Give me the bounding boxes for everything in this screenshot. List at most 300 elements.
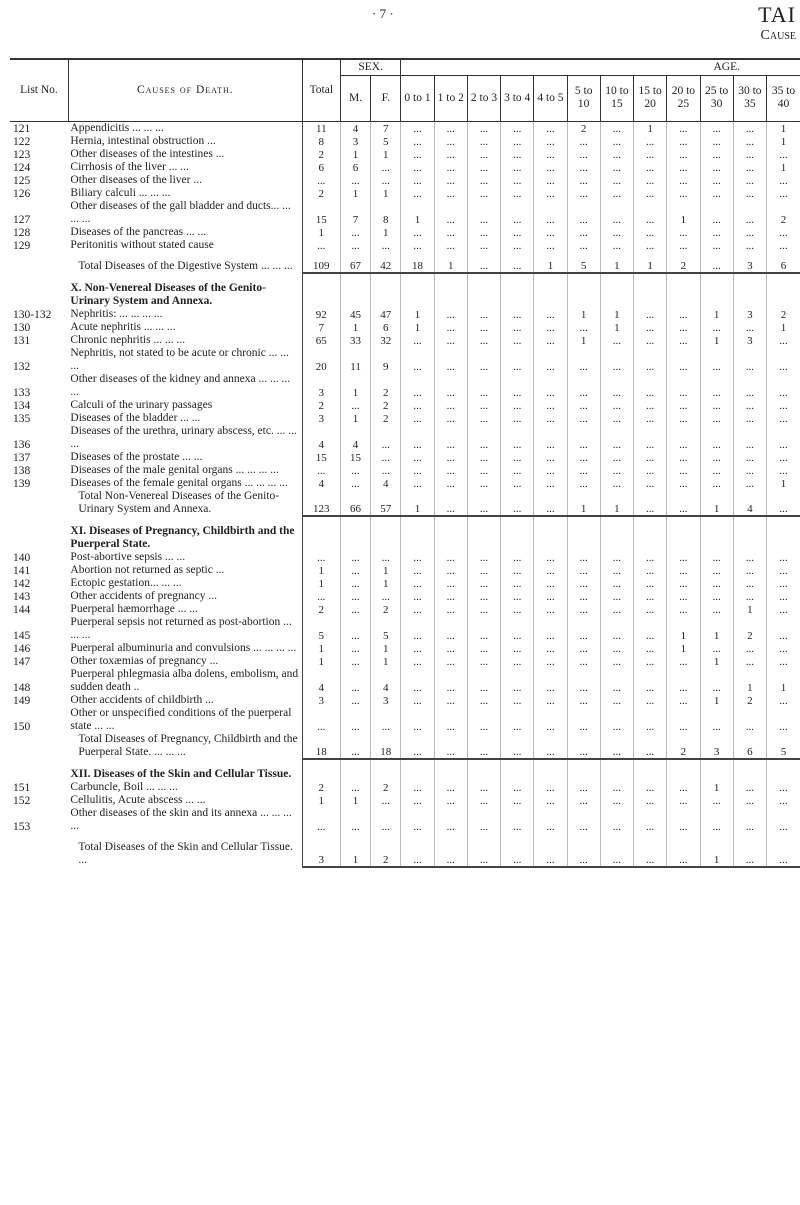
female-count: 7 xyxy=(371,121,401,135)
age-group-count: ... xyxy=(401,121,434,135)
male-count: ... xyxy=(340,603,370,616)
age-group-count: ... xyxy=(634,399,667,412)
age-group-count: ... xyxy=(600,616,633,642)
age-group-count: ... xyxy=(501,308,534,321)
age-group-count: ... xyxy=(534,616,567,642)
female-count: ... xyxy=(371,590,401,603)
list-number: 147 xyxy=(13,655,31,668)
age-group-count: ... xyxy=(434,347,467,373)
age-group-count: ... xyxy=(766,174,800,187)
age-group-count: ... xyxy=(766,707,800,733)
total-count: 1 xyxy=(302,655,340,668)
age-group-count: ... xyxy=(634,135,667,148)
age-group-count: ... xyxy=(401,564,434,577)
age-group-count: ... xyxy=(700,260,733,273)
male-count: ... xyxy=(340,781,370,794)
age-group-count: ... xyxy=(567,174,600,187)
age-group-count: ... xyxy=(467,807,500,833)
table-row xyxy=(10,425,800,451)
age-group-count: ... xyxy=(634,551,667,564)
cause-of-death: Post-abortive sepsis ... ... xyxy=(68,551,302,564)
male-count: ... xyxy=(340,564,370,577)
age-group-count: ... xyxy=(634,451,667,464)
total-count: ... xyxy=(302,551,340,564)
age-group-count: 1 xyxy=(434,260,467,273)
age-group-count: ... xyxy=(667,464,700,477)
age-group-count: ... xyxy=(700,794,733,807)
age-group-count: ... xyxy=(634,781,667,794)
age-group-count: 1 xyxy=(766,135,800,148)
female-count: ... xyxy=(371,464,401,477)
header-age-group: 4 to 5 xyxy=(534,75,567,121)
age-group-count: 1 xyxy=(700,781,733,794)
age-group-count: ... xyxy=(667,707,700,733)
age-group-count: ... xyxy=(766,412,800,425)
list-number: 153 xyxy=(13,820,31,833)
age-group-count: ... xyxy=(501,239,534,252)
table-row xyxy=(10,668,800,694)
age-group-count: ... xyxy=(634,733,667,759)
total-count: 2 xyxy=(302,187,340,200)
age-group-count: ... xyxy=(600,477,633,490)
age-group-count: ... xyxy=(501,121,534,135)
male-count: 1 xyxy=(340,373,370,399)
age-group-count: ... xyxy=(667,321,700,334)
cause-of-death: Diseases of the bladder ... ... xyxy=(68,412,302,425)
age-group-count: ... xyxy=(634,200,667,226)
age-group-count: ... xyxy=(467,121,500,135)
list-number: 135 xyxy=(13,412,31,425)
age-group-count: ... xyxy=(600,590,633,603)
age-group-count: ... xyxy=(700,399,733,412)
age-group-count: ... xyxy=(467,174,500,187)
age-group-count: ... xyxy=(434,655,467,668)
age-group-count: ... xyxy=(600,334,633,347)
total-label: Total Diseases of the Digestive System ... ... ... xyxy=(68,260,302,273)
age-group-count: ... xyxy=(766,425,800,451)
age-group-count: ... xyxy=(600,121,633,135)
cause-of-death: Abortion not returned as septic ... xyxy=(68,564,302,577)
age-group-count: ... xyxy=(567,161,600,174)
age-group-count: ... xyxy=(401,841,434,867)
age-group-count: ... xyxy=(634,161,667,174)
age-group-count: ... xyxy=(700,412,733,425)
age-group-count: ... xyxy=(667,347,700,373)
age-group-count: ... xyxy=(700,161,733,174)
age-group-count: ... xyxy=(733,239,766,252)
total-row xyxy=(10,260,800,273)
age-group-count: ... xyxy=(634,490,667,516)
age-group-count: ... xyxy=(501,603,534,616)
age-group-count: ... xyxy=(467,655,500,668)
total-label: Total Diseases of Pregnancy, Childbirth and the Puerperal State. ... ... ... xyxy=(68,733,302,759)
age-group-count: ... xyxy=(733,321,766,334)
section-heading: XI. Diseases of Pregnancy, Childbirth and the Puerperal State. xyxy=(68,525,302,551)
table-row xyxy=(10,347,800,373)
total-count: 1 xyxy=(302,794,340,807)
male-count: 6 xyxy=(340,161,370,174)
female-count: 2 xyxy=(371,399,401,412)
section-heading-row xyxy=(10,525,800,551)
list-number: 152 xyxy=(13,794,31,807)
age-group-count: ... xyxy=(700,707,733,733)
age-group-count: ... xyxy=(401,603,434,616)
male-count: 1 xyxy=(340,412,370,425)
female-count: 4 xyxy=(371,668,401,694)
table-row xyxy=(10,200,800,226)
header-age: AGE. xyxy=(401,59,800,75)
age-group-count: ... xyxy=(667,551,700,564)
age-group-count: ... xyxy=(434,590,467,603)
age-group-count: 1 xyxy=(700,655,733,668)
age-group-count: ... xyxy=(766,187,800,200)
cause-of-death: Other accidents of pregnancy ... xyxy=(68,590,302,603)
age-group-count: ... xyxy=(467,477,500,490)
age-group-count: ... xyxy=(467,187,500,200)
age-group-count: ... xyxy=(567,551,600,564)
list-number: 131 xyxy=(13,334,31,347)
age-group-count: ... xyxy=(401,226,434,239)
total-count: 3 xyxy=(302,373,340,399)
age-group-count: ... xyxy=(534,490,567,516)
age-group-count: ... xyxy=(467,668,500,694)
age-group-count: ... xyxy=(600,577,633,590)
age-group-count: ... xyxy=(501,794,534,807)
male-count: ... xyxy=(340,668,370,694)
cause-of-death: Other or unspecified conditions of the puerperal state ... ... xyxy=(68,707,302,733)
age-group-count: ... xyxy=(567,668,600,694)
age-group-count: ... xyxy=(534,187,567,200)
male-count: ... xyxy=(340,399,370,412)
age-group-count: ... xyxy=(766,239,800,252)
age-group-count: 1 xyxy=(766,668,800,694)
age-group-count: ... xyxy=(766,551,800,564)
age-group-count: 5 xyxy=(766,733,800,759)
table-row xyxy=(10,321,800,334)
age-group-count: ... xyxy=(667,794,700,807)
total-count: ... xyxy=(302,590,340,603)
age-group-count: ... xyxy=(501,781,534,794)
age-group-count: ... xyxy=(634,616,667,642)
total-count: 4 xyxy=(302,668,340,694)
age-group-count: ... xyxy=(501,148,534,161)
age-group-count: ... xyxy=(401,412,434,425)
age-group-count: ... xyxy=(600,551,633,564)
age-group-count: ... xyxy=(534,642,567,655)
cause-of-death: Diseases of the male genital organs ... ... ... ... xyxy=(68,464,302,477)
total-count: ... xyxy=(302,239,340,252)
age-group-count: ... xyxy=(534,590,567,603)
age-group-count: ... xyxy=(434,564,467,577)
cause-of-death: Puerperal hæmorrhage ... ... xyxy=(68,603,302,616)
table-row xyxy=(10,794,800,807)
age-group-count: ... xyxy=(766,334,800,347)
list-number: 123 xyxy=(13,148,31,161)
age-group-count: ... xyxy=(634,226,667,239)
section-heading-row xyxy=(10,768,800,781)
cause-of-death: Diseases of the pancreas ... ... xyxy=(68,226,302,239)
age-group-count: ... xyxy=(667,841,700,867)
age-group-count: ... xyxy=(401,477,434,490)
age-group-count: ... xyxy=(766,564,800,577)
spacer-row xyxy=(10,759,800,768)
age-group-count: ... xyxy=(567,187,600,200)
male-count: ... xyxy=(340,464,370,477)
age-group-count: ... xyxy=(700,577,733,590)
age-group-count: ... xyxy=(534,334,567,347)
age-group-count: ... xyxy=(467,399,500,412)
age-group-count: ... xyxy=(534,321,567,334)
age-group-count: ... xyxy=(501,733,534,759)
age-group-count: 2 xyxy=(667,260,700,273)
list-number: 149 xyxy=(13,694,31,707)
age-group-count: ... xyxy=(401,425,434,451)
age-group-count: ... xyxy=(766,148,800,161)
male-count: ... xyxy=(340,616,370,642)
header-age-group: 30 to 35 xyxy=(733,75,766,121)
age-group-count: ... xyxy=(467,239,500,252)
female-count: ... xyxy=(371,794,401,807)
total-label: Total Diseases of the Skin and Cellular Tissue. ... xyxy=(68,841,302,867)
age-group-count: ... xyxy=(700,642,733,655)
age-group-count: ... xyxy=(567,412,600,425)
age-group-count: ... xyxy=(634,187,667,200)
age-group-count: ... xyxy=(534,425,567,451)
age-group-count: ... xyxy=(401,590,434,603)
age-group-count: 1 xyxy=(600,490,633,516)
header-age-group: 2 to 3 xyxy=(467,75,500,121)
age-group-count: ... xyxy=(467,226,500,239)
total-row xyxy=(10,733,800,759)
age-group-count: ... xyxy=(467,694,500,707)
age-group-count: ... xyxy=(700,187,733,200)
age-group-count: ... xyxy=(401,148,434,161)
age-group-count: ... xyxy=(634,577,667,590)
age-group-count: ... xyxy=(434,308,467,321)
total-count: 2 xyxy=(302,399,340,412)
age-group-count: ... xyxy=(634,642,667,655)
age-group-count: ... xyxy=(733,161,766,174)
male-count: 11 xyxy=(340,347,370,373)
age-group-count: 1 xyxy=(567,308,600,321)
age-group-count: ... xyxy=(501,694,534,707)
age-group-count: ... xyxy=(501,334,534,347)
age-group-count: ... xyxy=(667,121,700,135)
age-group-count: ... xyxy=(534,655,567,668)
age-group-count: ... xyxy=(534,121,567,135)
age-group-count: ... xyxy=(501,564,534,577)
age-group-count: 6 xyxy=(733,733,766,759)
age-group-count: 1 xyxy=(634,260,667,273)
age-group-count: ... xyxy=(733,148,766,161)
female-count: 42 xyxy=(371,260,401,273)
list-number: 144 xyxy=(13,603,31,616)
age-group-count: ... xyxy=(401,135,434,148)
list-number: 122 xyxy=(13,135,31,148)
age-group-count: ... xyxy=(534,308,567,321)
age-group-count: ... xyxy=(534,668,567,694)
age-group-count: ... xyxy=(434,781,467,794)
female-count: 18 xyxy=(371,733,401,759)
age-group-count: ... xyxy=(501,187,534,200)
age-group-count: ... xyxy=(700,668,733,694)
age-group-count: ... xyxy=(667,161,700,174)
age-group-count: ... xyxy=(667,577,700,590)
total-count: 2 xyxy=(302,603,340,616)
age-group-count: ... xyxy=(733,425,766,451)
age-group-count: ... xyxy=(567,148,600,161)
cause-of-death: Peritonitis without stated cause xyxy=(68,239,302,252)
age-group-count: ... xyxy=(567,226,600,239)
age-group-count: ... xyxy=(766,464,800,477)
age-group-count: ... xyxy=(534,694,567,707)
age-group-count: ... xyxy=(434,451,467,464)
total-count: 123 xyxy=(302,490,340,516)
header-total: Total xyxy=(302,59,340,121)
male-count: 4 xyxy=(340,121,370,135)
section-heading: XII. Diseases of the Skin and Cellular Tissue. xyxy=(68,768,302,781)
table-row xyxy=(10,334,800,347)
age-group-count: ... xyxy=(401,733,434,759)
age-group-count: ... xyxy=(501,373,534,399)
female-count: 2 xyxy=(371,841,401,867)
spacer-row xyxy=(10,833,800,841)
table-row xyxy=(10,308,800,321)
age-group-count: ... xyxy=(600,807,633,833)
total-count: 3 xyxy=(302,694,340,707)
age-group-count: ... xyxy=(600,603,633,616)
total-count: 15 xyxy=(302,451,340,464)
list-number: 151 xyxy=(13,781,31,794)
age-group-count: ... xyxy=(600,347,633,373)
male-count: 3 xyxy=(340,135,370,148)
age-group-count: ... xyxy=(634,425,667,451)
age-group-count: 1 xyxy=(600,321,633,334)
age-group-count: ... xyxy=(667,373,700,399)
age-group-count: ... xyxy=(733,373,766,399)
age-group-count: ... xyxy=(567,603,600,616)
header-age-group: 1 to 2 xyxy=(434,75,467,121)
total-count: 4 xyxy=(302,425,340,451)
age-group-count: ... xyxy=(634,564,667,577)
age-group-count: ... xyxy=(434,174,467,187)
age-group-count: 2 xyxy=(567,121,600,135)
age-group-count: 1 xyxy=(534,260,567,273)
cause-of-death: Puerperal phlegmasia alba dolens, embolism, and sudden death .. xyxy=(68,668,302,694)
age-group-count: ... xyxy=(634,373,667,399)
age-group-count: ... xyxy=(667,694,700,707)
age-group-count: ... xyxy=(434,668,467,694)
list-number: 145 xyxy=(13,629,31,642)
male-count: ... xyxy=(340,733,370,759)
age-group-count: 18 xyxy=(401,260,434,273)
age-group-count: ... xyxy=(634,655,667,668)
list-number: 138 xyxy=(13,464,31,477)
total-count: 20 xyxy=(302,347,340,373)
male-count: 1 xyxy=(340,794,370,807)
age-group-count: ... xyxy=(567,807,600,833)
age-group-count: 1 xyxy=(733,668,766,694)
age-group-count: ... xyxy=(434,642,467,655)
male-count: ... xyxy=(340,226,370,239)
age-group-count: ... xyxy=(600,794,633,807)
age-group-count: 2 xyxy=(733,694,766,707)
age-group-count: ... xyxy=(534,707,567,733)
table-row xyxy=(10,161,800,174)
total-count: 65 xyxy=(302,334,340,347)
male-count: 4 xyxy=(340,425,370,451)
total-count: 1 xyxy=(302,642,340,655)
age-group-count: ... xyxy=(434,239,467,252)
age-group-count: ... xyxy=(667,425,700,451)
table-row xyxy=(10,239,800,252)
age-group-count: ... xyxy=(534,347,567,373)
age-group-count: ... xyxy=(567,841,600,867)
age-group-count: ... xyxy=(467,321,500,334)
age-group-count: ... xyxy=(401,161,434,174)
age-group-count: ... xyxy=(733,781,766,794)
age-group-count: ... xyxy=(501,551,534,564)
age-group-count: ... xyxy=(501,477,534,490)
age-group-count: ... xyxy=(467,334,500,347)
age-group-count: ... xyxy=(467,464,500,477)
age-group-count: ... xyxy=(600,642,633,655)
age-group-count: ... xyxy=(600,451,633,464)
age-group-count: ... xyxy=(700,564,733,577)
age-group-count: ... xyxy=(434,135,467,148)
age-group-count: ... xyxy=(766,603,800,616)
age-group-count: ... xyxy=(434,373,467,399)
age-group-count: 1 xyxy=(700,308,733,321)
age-group-count: ... xyxy=(501,174,534,187)
age-group-count: ... xyxy=(700,135,733,148)
section-heading: X. Non-Venereal Diseases of the Genito-Urinary System and Annexa. xyxy=(68,282,302,308)
age-group-count: ... xyxy=(700,807,733,833)
age-group-count: ... xyxy=(667,334,700,347)
age-group-count: ... xyxy=(634,841,667,867)
male-count: 7 xyxy=(340,200,370,226)
female-count: ... xyxy=(371,425,401,451)
male-count: ... xyxy=(340,477,370,490)
age-group-count: ... xyxy=(634,347,667,373)
female-count: 2 xyxy=(371,373,401,399)
female-count: 2 xyxy=(371,603,401,616)
page-number: · 7 · xyxy=(372,6,394,21)
age-group-count: ... xyxy=(700,321,733,334)
female-count: 1 xyxy=(371,577,401,590)
table-row xyxy=(10,148,800,161)
age-group-count: ... xyxy=(401,551,434,564)
age-group-count: ... xyxy=(733,841,766,867)
age-group-count: 1 xyxy=(401,200,434,226)
age-group-count: ... xyxy=(766,347,800,373)
male-count: ... xyxy=(340,551,370,564)
age-group-count: ... xyxy=(600,226,633,239)
age-group-count: ... xyxy=(467,135,500,148)
total-count: 6 xyxy=(302,161,340,174)
age-group-count: ... xyxy=(434,616,467,642)
age-group-count: ... xyxy=(501,226,534,239)
female-count: ... xyxy=(371,707,401,733)
age-group-count: ... xyxy=(567,707,600,733)
age-group-count: ... xyxy=(733,794,766,807)
age-group-count: 1 xyxy=(634,121,667,135)
age-group-count: 3 xyxy=(733,260,766,273)
cause-of-death: Diseases of the female genital organs ... ... ... ... xyxy=(68,477,302,490)
age-group-count: ... xyxy=(534,564,567,577)
age-group-count: ... xyxy=(534,174,567,187)
age-group-count: ... xyxy=(434,551,467,564)
